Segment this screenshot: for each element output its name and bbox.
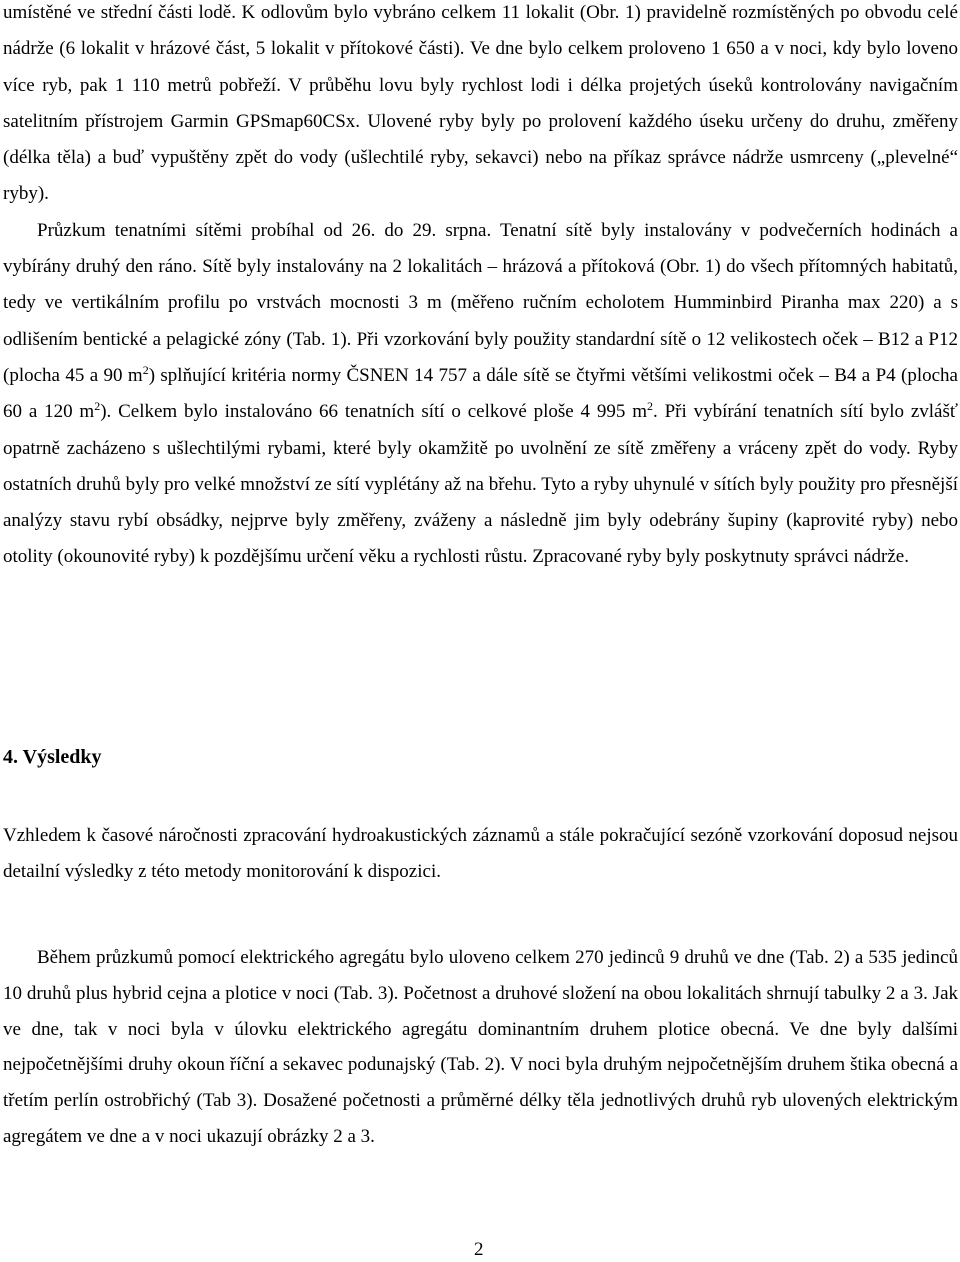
section-heading: 4. Výsledky xyxy=(3,746,102,768)
page-number: 2 xyxy=(474,1239,484,1260)
gillnet-text-part4: . Při vybírání tenatních sítí bylo zvlášť opatrně zacházeno s ušlechtilými rybami, které byly okamžitě po uvolnění ze sítě změřeny a vráceny zpět do vody. Ryby ostatních druhů byly pro velké množství ze sítí vyplétány až na břehu. Tyto a ryby uhynulé v sítích byly použity pro přesnější analýzy stavu rybí obsádky, nejprve byly změřeny, zváženy a následně jim byly odebrány šupiny (kaprovité ryby) nebo otolity (okounovité ryby) k pozdějšímu určení věku a rychlosti růstu. Zpracované ryby byly poskytnuty správci nádrže. xyxy=(3,401,958,568)
results-intro-paragraph: Vzhledem k časové náročnosti zpracování hydroakustických záznamů a stále pokračující sezóně vzorkování doposud nejsou detailní výsledky z této metody monitorování k dispozici. xyxy=(3,825,958,882)
superscript-1: 2 xyxy=(142,362,149,377)
results-paragraph xyxy=(3,940,958,1155)
results-text: Během průzkumů pomocí elektrického agregátu bylo uloveno celkem 270 jedinců 9 druhů ve dne (Tab. 2) a 535 jedinců 10 druhů plus hybrid cejna a plotice v noci (Tab. 3). Početnost a druhové složení na obou lokalitách shrnují tabulky 2 a 3. Jak ve dne, tak v noci byla v úlovku elektrického agregátu dominantním druhem plotice obecná. Ve dne byly dalšími nejpočetnějšími druhy okoun říční a sekavec podunajský (Tab. 2). V noci byla druhým nejpočetnějším druhem štika obecná a třetím perlín ostrobřichý (Tab 3). Dosažené početnosti a průměrné délky těla jednotlivých druhů ryb ulovených elektrickým agregátem ve dne a v noci ukazují obrázky 2 a 3. xyxy=(3,947,958,1147)
superscript-2: 2 xyxy=(94,399,101,414)
gillnet-text-part2: ) splňující kritéria normy ČSNEN 14 757 a dále sítě se čtyřmi většími velikostmi oček – B4 a P4 (plocha 60 a 120 m xyxy=(3,364,958,423)
gillnet-text-part3: ). Celkem bylo instalováno 66 tenatních sítí o celkové ploše 4 995 m xyxy=(100,401,647,423)
gillnet-text-part1: Průzkum tenatními sítěmi probíhal od 26. do 29. srpna. Tenatní sítě byly instalovány v podvečerních hodinách a vybírány druhý den ráno. Sítě byly instalovány na 2 lokalitách – hrázová a přítoková (Obr. 1) do všech přítomných habitatů, tedy ve vertikálním profilu po vrstvách mocnosti 3 m (měřeno ručním echolotem Humminbird Piranha max 220) a s odlišením bentické a pelagické zóny (Tab. 1). Při vzorkování byly použity standardní sítě o 12 velikostech oček – B12 a P12 (plocha 45 a 90 m xyxy=(3,219,958,386)
methods-paragraph xyxy=(3,0,958,576)
superscript-3: 2 xyxy=(647,399,653,414)
electrofishing-text: umístěné ve střední části lodě. K odlovům bylo vybráno celkem 11 lokalit (Obr. 1) pravidelně rozmístěných po obvodu celé nádrže (6 lokalit v hrázové část, 5 lokalit v přítokové části). Ve dne bylo celkem proloveno 1 650 a v noci, kdy bylo loveno více ryb, pak 1 110 metrů pobřeží. V průběhu lovu byly rychlost lodi i délka projetých úseků kontrolovány navigačním satelitním přístrojem Garmin GPSmap60CSx. Ulovené ryby byly po prolovení každého úseku určeny do druhu, změřeny (délka těla) a buď vypuštěny zpět do vody (ušlechtilé ryby, sekavci) nebo na příkaz správce nádrže usmrceny („plevelné“ ryby). xyxy=(3,2,958,205)
